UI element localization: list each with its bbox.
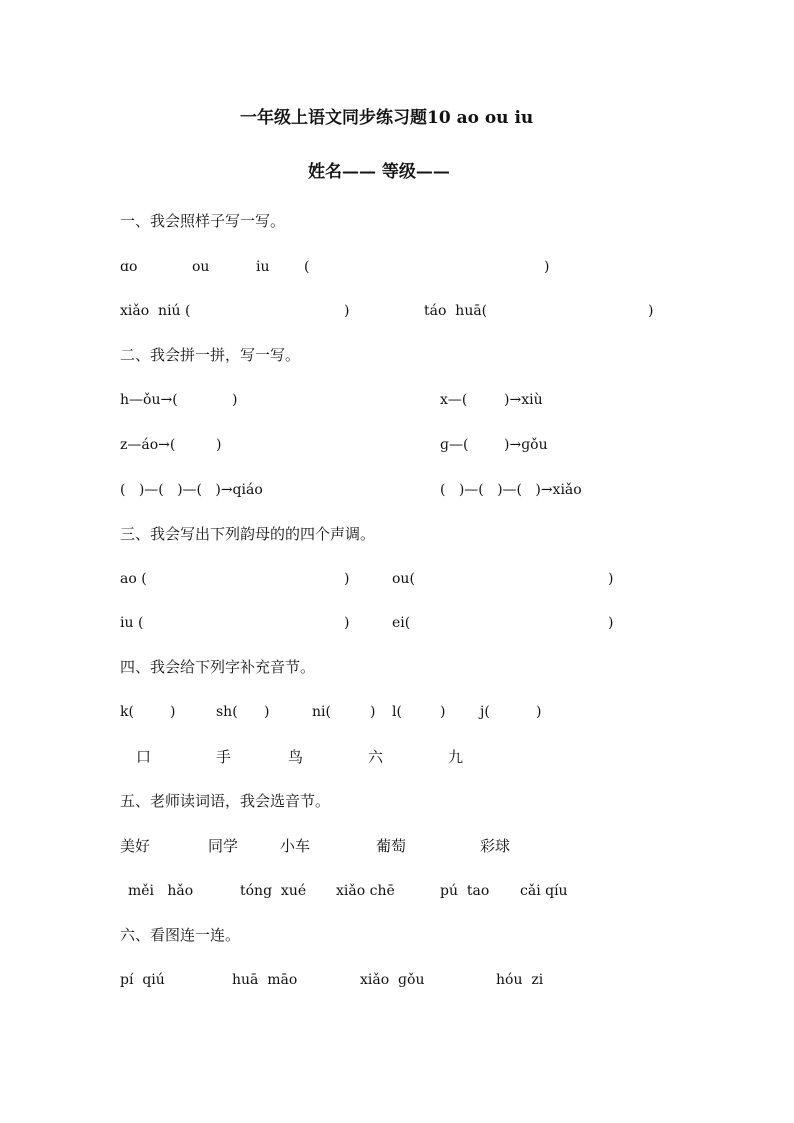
s1-tao-hua: táo huā( — [424, 303, 488, 319]
s1-example-ao: ɑo — [120, 259, 138, 275]
s1-example-iu: iu — [256, 259, 270, 275]
s3-ei: ei( — [392, 615, 411, 631]
section-2-heading: 二、我会拼一拼，写一写。 — [120, 346, 301, 364]
s5-pinyin-putao: pú tao — [440, 883, 490, 899]
s5-word-putao: 葡萄 — [376, 837, 407, 855]
section-4-heading: 四、我会给下列字补充音节。 — [120, 658, 316, 676]
name-grade-line: 姓名—— 等级—— — [308, 162, 450, 182]
s5-pinyin-caiqiu: cǎi qíu — [520, 883, 568, 899]
s4-char-kou: 口 — [136, 748, 152, 766]
s1-example-ou: ou — [192, 259, 210, 275]
s2-xiu: )→xiù — [504, 392, 543, 408]
s4-ni-blank: ni( — [312, 704, 331, 720]
s2-x: x—( — [440, 392, 468, 408]
s4-char-liu: 六 — [368, 748, 384, 766]
s3-ao: ao ( — [120, 571, 147, 587]
s4-char-niao: 鸟 — [288, 748, 304, 766]
s4-k-blank: k( — [120, 704, 134, 720]
s4-ni-close: ) — [370, 704, 376, 720]
s3-ei-close: ) — [608, 615, 614, 631]
s2-zao-close: ) — [216, 437, 222, 453]
s5-pinyin-meihao: měi hǎo — [128, 883, 194, 899]
s3-ou-close: ) — [608, 571, 614, 587]
s5-pinyin-tongxue: tóng xué — [240, 883, 307, 899]
s5-pinyin-xiaoche: xiǎo chē — [336, 883, 395, 899]
s4-j-close: ) — [536, 704, 542, 720]
s2-hou-close: ) — [232, 392, 238, 408]
s2-g: ɡ—( — [440, 437, 469, 453]
s1-answer-open: ( — [304, 259, 310, 275]
section-1-heading: 一、我会照样子写一写。 — [120, 212, 286, 230]
s6-pinyin-huamao: huā māo — [232, 972, 298, 988]
section-6-heading: 六、看图连一连。 — [120, 926, 241, 944]
s4-char-shou: 手 — [216, 748, 232, 766]
s3-ao-close: ) — [344, 571, 350, 587]
s4-j-blank: j( — [480, 704, 490, 720]
s1-answer-close: ) — [544, 259, 550, 275]
s3-iu: iu ( — [120, 615, 144, 631]
s4-l-close: ) — [440, 704, 446, 720]
s1-xiao-niu-close: ) — [344, 303, 350, 319]
s4-l-blank: l( — [392, 704, 402, 720]
s2-xiao: ( )—( )—( )→xiǎo — [440, 482, 582, 498]
s2-qiao: ( )—( )—( )→qiáo — [120, 482, 263, 498]
s5-word-caiqiu: 彩球 — [480, 837, 511, 855]
s5-word-tongxue: 同学 — [208, 837, 239, 855]
s4-k-close: ) — [170, 704, 176, 720]
s6-pinyin-houzi: hóu zi — [496, 972, 544, 988]
s5-word-xiaoche: 小车 — [280, 837, 311, 855]
s6-pinyin-piqiu: pí qiú — [120, 972, 165, 988]
s6-pinyin-xiaogou: xiǎo ɡǒu — [360, 972, 425, 988]
section-5-heading: 五、老师读词语，我会选音节。 — [120, 792, 331, 810]
s4-sh-blank: sh( — [216, 704, 238, 720]
s2-zao: z—áo→( — [120, 437, 176, 453]
s5-word-meihao: 美好 — [120, 837, 151, 855]
s4-char-jiu: 九 — [448, 748, 464, 766]
page-title: 一年级上语文同步练习题10 ao ou iu — [240, 108, 534, 128]
s1-xiao-niu: xiǎo niú ( — [120, 303, 191, 319]
s3-iu-close: ) — [344, 615, 350, 631]
s4-sh-close: ) — [264, 704, 270, 720]
section-3-heading: 三、我会写出下列韵母的的四个声调。 — [120, 525, 376, 543]
s3-ou: ou( — [392, 571, 415, 587]
s2-hou: h—ǒu→( — [120, 392, 178, 408]
s2-gou: )→ɡǒu — [504, 437, 548, 453]
s1-tao-hua-close: ) — [648, 303, 654, 319]
